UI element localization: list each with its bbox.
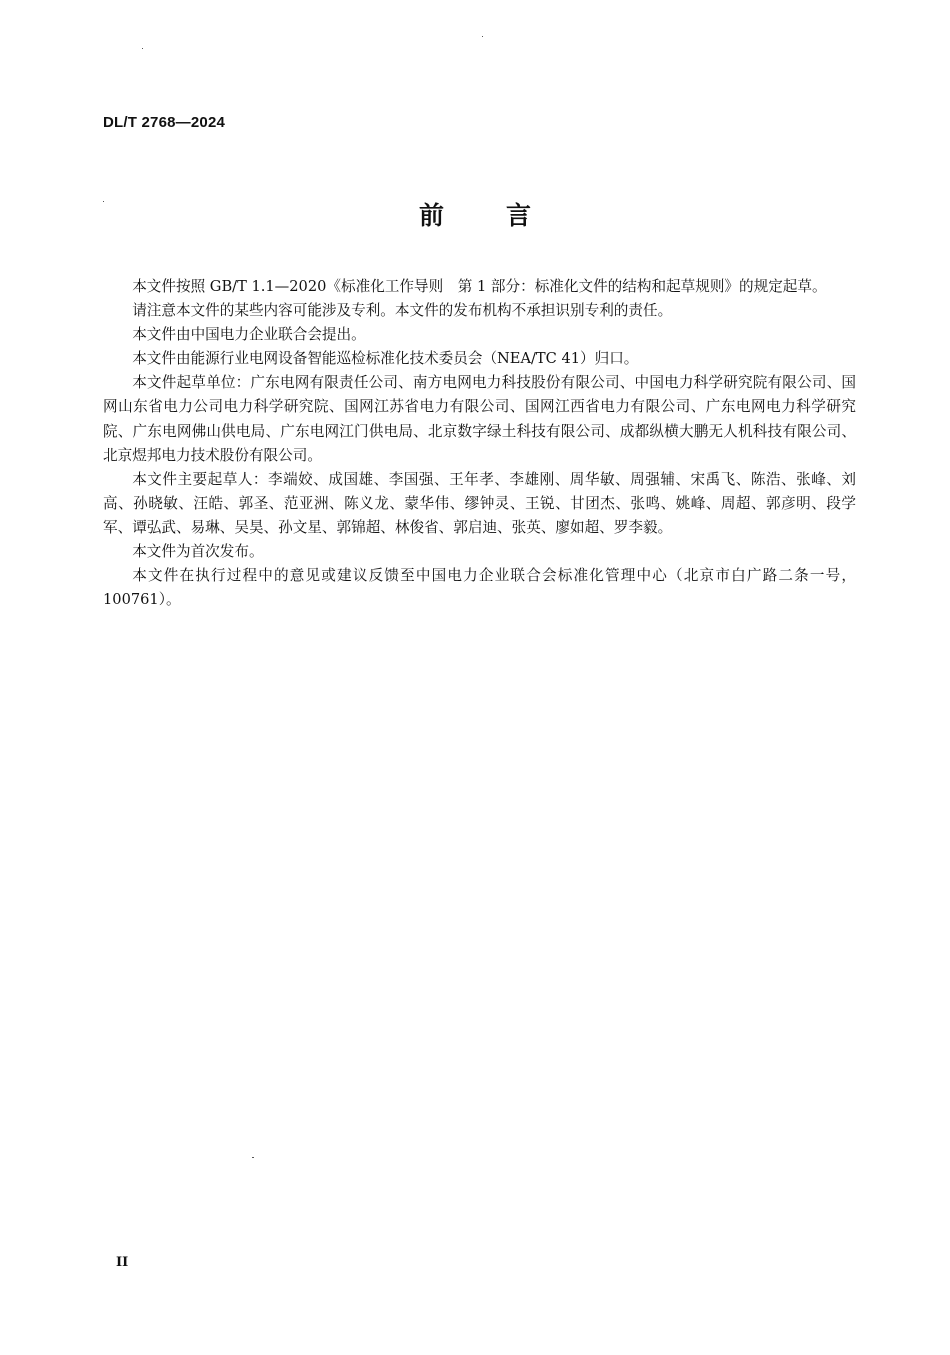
page-number: II bbox=[116, 1255, 129, 1270]
standard-code: DL/T 2768—2024 bbox=[103, 114, 226, 131]
paragraph-drafters: 本文件主要起草人：李端姣、成国雄、李国强、王年孝、李雄刚、周华敏、周强辅、宋禹飞、陈浩、张峰、刘高、孙晓敏、汪皓、郭圣、范亚洲、陈义龙、蒙华伟、缪钟灵、王锐、甘团杰、张鸣、姚峰、周超、郭彦明、段学军、谭弘武、易琳、吴昊、孙文星、郭锦超、林俊省、郭启迪、张英、廖如超、罗李毅。 bbox=[103, 470, 856, 536]
scan-speck bbox=[252, 1157, 254, 1158]
paragraph-drafting-units: 本文件起草单位：广东电网有限责任公司、南方电网电力科技股份有限公司、中国电力科学研究院有限公司、国网山东省电力公司电力科学研究院、国网江苏省电力有限公司、国网江西省电力有限公司、广东电网电力科学研究院、广东电网佛山供电局、广东电网江门供电局、北京数字绿土科技有限公司、成都纵横大鹏无人机科技有限公司、北京煜邦电力技术股份有限公司。 bbox=[103, 374, 856, 464]
scan-speck bbox=[482, 36, 483, 37]
paragraph-first-release: 本文件为首次发布。 bbox=[132, 543, 264, 561]
foreword-body bbox=[103, 275, 856, 612]
scan-speck bbox=[142, 48, 143, 49]
paragraph-patent-notice: 请注意本文件的某些内容可能涉及专利。本文件的发布机构不承担识别专利的责任。 bbox=[132, 302, 673, 320]
paragraph-proposer: 本文件由中国电力企业联合会提出。 bbox=[132, 326, 366, 344]
paragraph-drafting-rules: 本文件按照 GB/T 1.1—2020《标准化工作导则 第 1 部分：标准化文件的结构和起草规则》的规定起草。 bbox=[132, 278, 827, 295]
page-title: 前言 bbox=[418, 201, 593, 230]
paragraph-feedback: 本文件在执行过程中的意见或建议反馈至中国电力企业联合会标准化管理中心（北京市白广路二条一号，100761）。 bbox=[103, 567, 856, 609]
paragraph-committee: 本文件由能源行业电网设备智能巡检标准化技术委员会（NEA/TC 41）归口。 bbox=[132, 350, 639, 368]
